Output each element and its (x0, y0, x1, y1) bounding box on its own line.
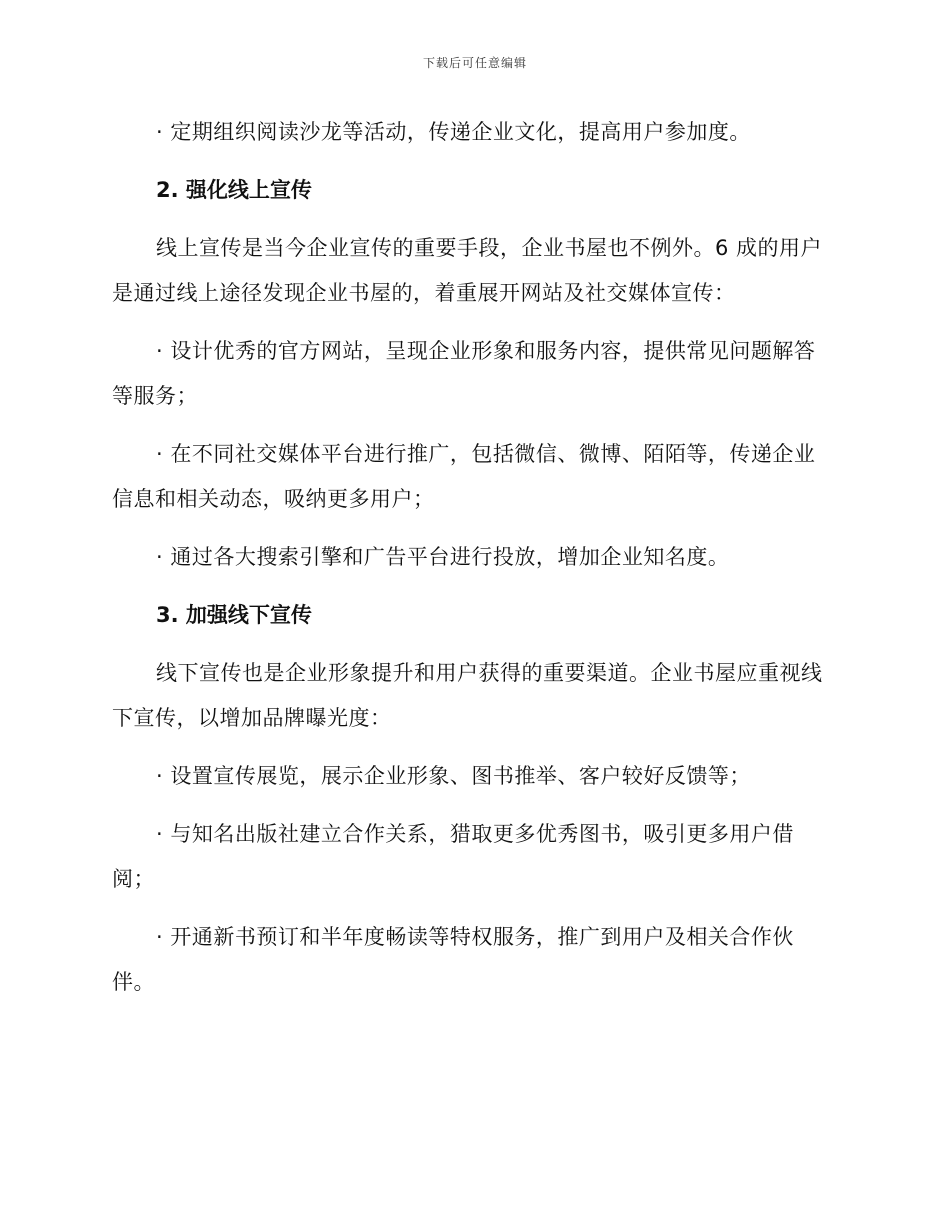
header-note: 下载后可任意编辑 (422, 56, 527, 70)
bullet-reading-salon: · 定期组织阅读沙龙等活动，传递企业文化，提高用户参加度。 (156, 120, 751, 144)
bullet-official-website: · 设计优秀的官方网站，呈现企业形象和服务内容，提供常见问题解答等服务； (112, 339, 816, 408)
bullet-search-ads: · 通过各大搜索引擎和广告平台进行投放，增加企业知名度。 (156, 545, 730, 569)
bullet-publisher-partnership: · 与知名出版社建立合作关系，猎取更多优秀图书，吸引更多用户借阅； (112, 822, 794, 891)
document-body (112, 110, 832, 1005)
section-heading-online: 2. 强化线上宣传 (156, 178, 312, 202)
paragraph-offline-intro: 线下宣传也是企业形象提升和用户获得的重要渠道。企业书屋应重视线下宣传，以增加品牌曝光度： (112, 661, 823, 730)
section-heading-offline: 3. 加强线下宣传 (156, 603, 312, 627)
bullet-privilege-services: · 开通新书预订和半年度畅读等特权服务，推广到用户及相关合作伙伴。 (112, 925, 794, 994)
paragraph-online-intro: 线上宣传是当今企业宣传的重要手段，企业书屋也不例外。6 成的用户是通过线上途径发现企业书屋的，着重展开网站及社交媒体宣传： (112, 236, 823, 305)
bullet-social-media: · 在不同社交媒体平台进行推广，包括微信、微博、陌陌等，传递企业信息和相关动态，吸纳更多用户； (112, 442, 816, 511)
bullet-exhibition: · 设置宣传展览，展示企业形象、图书推举、客户较好反馈等； (156, 764, 751, 788)
